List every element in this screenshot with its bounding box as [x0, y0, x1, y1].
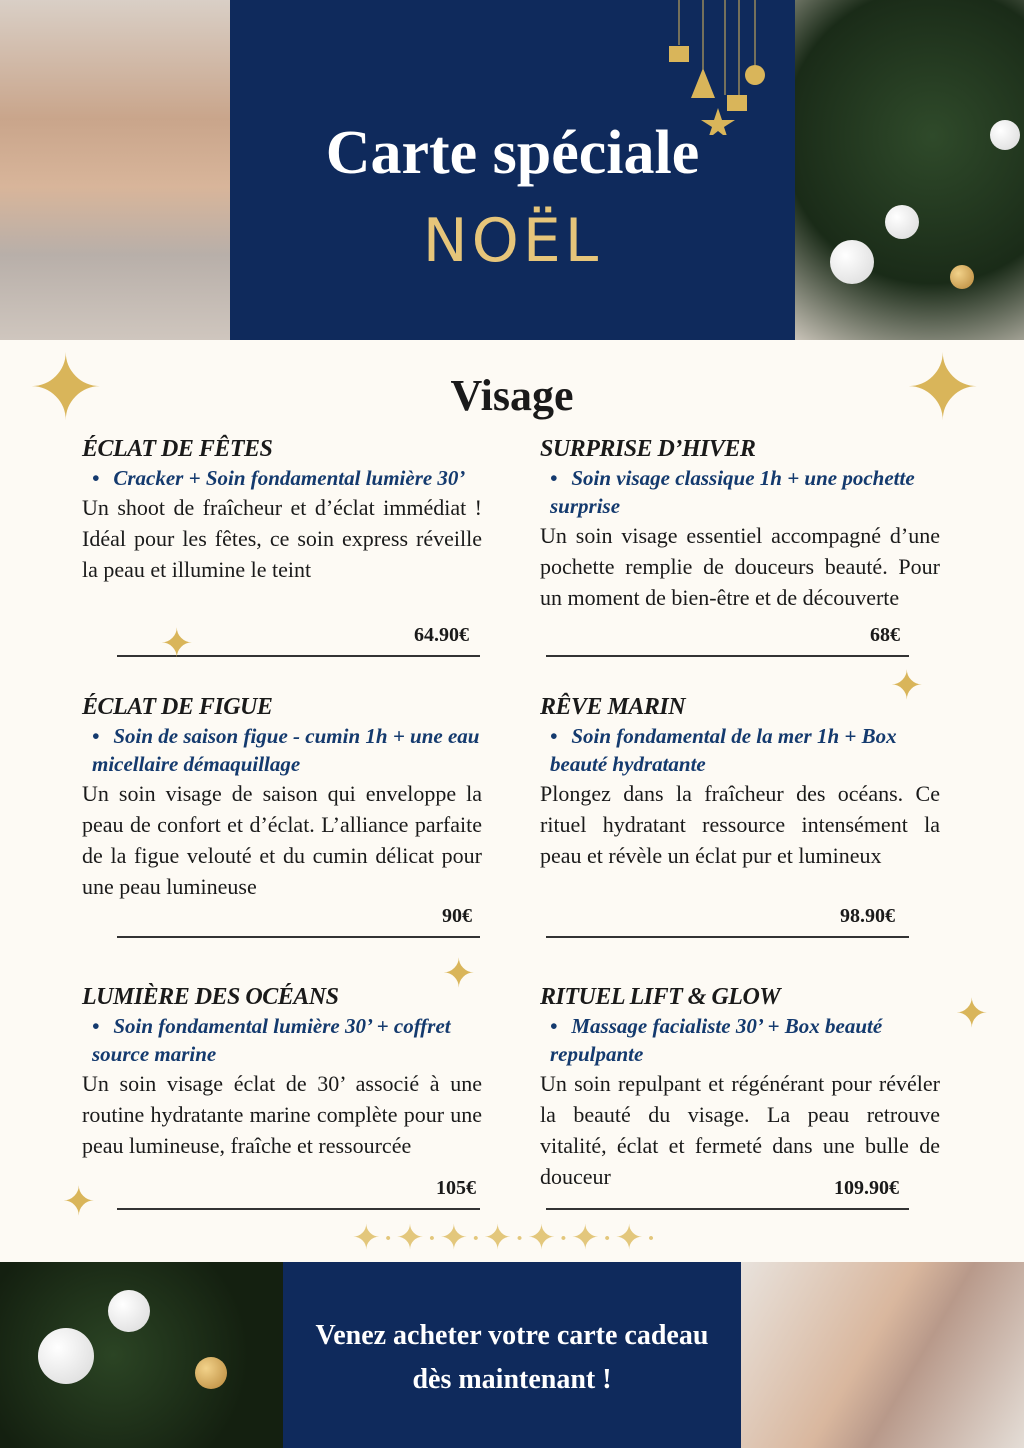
item-title: RÊVE MARIN: [540, 694, 686, 720]
item-price: 109.90€: [834, 1177, 899, 1199]
menu-item: [82, 692, 482, 902]
item-description: Un soin visage essentiel accompagné d’une pochette remplie de douceurs beauté. Pour un moment de bien-être et de découverte: [540, 523, 940, 610]
sparkle-icon: ✦: [890, 663, 924, 708]
footer-line-2: dès maintenant !: [412, 1364, 612, 1395]
item-title: RITUEL LIFT & GLOW: [540, 984, 781, 1010]
item-bullet: • Cracker + Soin fondamental lumière 30’: [82, 464, 482, 492]
sparkle-icon: ✦: [160, 621, 194, 666]
spa-facial-photo: [0, 0, 230, 340]
star-garland-divider: ✦·✦·✦·✦·✦·✦·✦·: [352, 1220, 659, 1257]
sparkle-icon: ✦: [62, 1179, 96, 1224]
divider: [117, 936, 480, 938]
christmas-ornaments-photo: [0, 1262, 283, 1448]
sparkle-icon: ✦: [442, 951, 476, 996]
sparkle-icon: ✦: [955, 991, 989, 1036]
item-description: Un soin visage de saison qui enveloppe la peau de confort et d’éclat. L’alliance parfaite de la figue velouté et du cumin délicat pour une peau lumineuse: [82, 781, 482, 899]
menu-item: [82, 434, 482, 585]
header-banner: [230, 0, 795, 340]
spa-massage-photo: [741, 1262, 1024, 1448]
item-description: Un soin repulpant et régénérant pour révéler la beauté du visage. La peau retrouve vitalité, éclat et fermeté dans une bulle de douceur: [540, 1071, 940, 1189]
item-title: ÉCLAT DE FÊTES: [82, 436, 273, 462]
menu-item: [540, 434, 940, 613]
item-bullet: • Soin visage classique 1h + une pochette surprise: [540, 464, 940, 520]
divider: [546, 1208, 909, 1210]
item-bullet: • Massage facialiste 30’ + Box beauté repulpante: [540, 1012, 940, 1068]
item-title: ÉCLAT DE FIGUE: [82, 694, 273, 720]
item-bullet: • Soin fondamental de la mer 1h + Box beauté hydratante: [540, 722, 940, 778]
item-price: 90€: [442, 905, 472, 927]
item-price: 98.90€: [840, 905, 895, 927]
footer-banner: [283, 1262, 741, 1448]
menu-item: [540, 982, 940, 1192]
item-price: 68€: [870, 624, 900, 646]
item-description: Plongez dans la fraîcheur des océans. Ce rituel hydratant ressource intensément la peau et révèle un éclat pur et lumineux: [540, 781, 940, 868]
item-bullet: • Soin fondamental lumière 30’ + coffret source marine: [82, 1012, 482, 1068]
divider: [546, 936, 909, 938]
item-price: 64.90€: [414, 624, 469, 646]
item-price: 105€: [436, 1177, 476, 1199]
footer-line-1: Venez acheter votre carte cadeau: [315, 1320, 709, 1351]
menu-item: [540, 692, 940, 871]
header-subtitle: NOËL: [422, 206, 603, 276]
item-title: LUMIÈRE DES OCÉANS: [82, 984, 339, 1010]
divider: [117, 1208, 480, 1210]
item-description: Un soin visage éclat de 30’ associé à une routine hydratante marine complète pour une peau lumineuse, fraîche et ressourcée: [82, 1071, 482, 1158]
menu-item: [82, 982, 482, 1161]
section-title: Visage: [450, 371, 574, 420]
hanging-ornaments-icon: [655, 0, 775, 135]
sparkle-icon: ✦: [28, 340, 104, 439]
header-title: Carte spéciale: [325, 119, 700, 187]
sparkle-icon: ✦: [905, 340, 981, 439]
item-bullet: • Soin de saison figue - cumin 1h + une eau micellaire démaquillage: [82, 722, 482, 778]
divider: [546, 655, 909, 657]
item-title: SURPRISE D’HIVER: [540, 436, 756, 462]
item-description: Un shoot de fraîcheur et d’éclat immédiat ! Idéal pour les fêtes, ce soin express réveille la peau et illumine le teint: [82, 495, 482, 582]
christmas-tree-photo: [795, 0, 1024, 340]
